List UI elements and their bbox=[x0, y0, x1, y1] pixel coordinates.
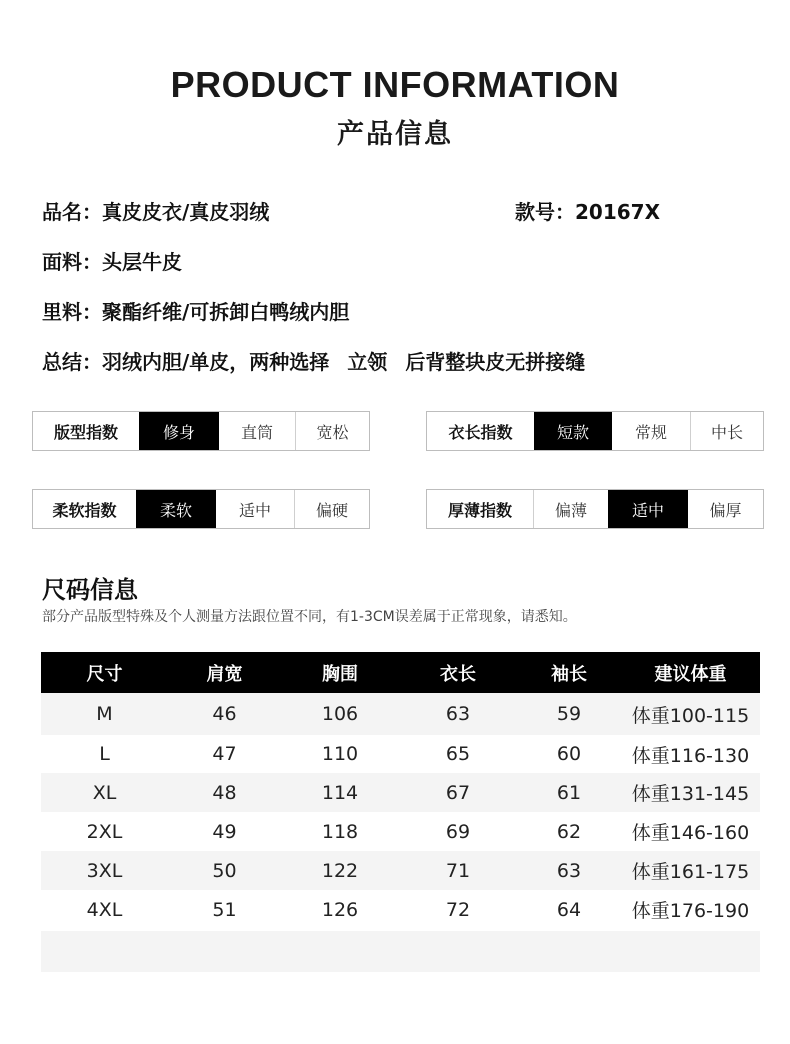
table-cell: 体重161-175 bbox=[621, 851, 760, 890]
header-shoulder: 肩宽 bbox=[168, 652, 281, 693]
table-row bbox=[41, 851, 760, 890]
table-cell: 114 bbox=[281, 773, 399, 812]
page-title-cn: 产品信息 bbox=[337, 119, 453, 150]
header-sleeve: 袖长 bbox=[517, 652, 621, 693]
table-cell: M bbox=[41, 693, 168, 735]
table-cell: 体重131-145 bbox=[621, 773, 760, 812]
summary-part-1: 总结：羽绒内胆/单皮，两种选择 bbox=[42, 350, 330, 374]
header-length: 衣长 bbox=[399, 652, 517, 693]
size-section-title: 尺码信息 bbox=[42, 576, 138, 604]
length-option: 短款 bbox=[534, 412, 612, 450]
header-chest: 胸围 bbox=[281, 652, 399, 693]
table-cell: 2XL bbox=[86, 820, 123, 843]
thickness-option: 适中 bbox=[608, 490, 688, 528]
table-cell: 3XL bbox=[41, 851, 168, 890]
table-empty-row bbox=[41, 931, 760, 972]
table-cell: 63 bbox=[517, 851, 621, 890]
thickness-index-label: 厚薄指数 bbox=[447, 500, 512, 520]
page-title-en: PRODUCT INFORMATION bbox=[170, 64, 620, 105]
thickness-option: 偏厚 bbox=[709, 500, 742, 520]
fit-option: 宽松 bbox=[295, 412, 369, 450]
header-weight: 建议体重 bbox=[621, 652, 760, 693]
fit-index-label: 版型指数 bbox=[53, 422, 118, 442]
table-cell: 体重100-115 bbox=[621, 693, 760, 735]
table-cell: 50 bbox=[168, 851, 281, 890]
table-cell: 60 bbox=[556, 743, 582, 765]
softness-index bbox=[32, 489, 370, 529]
table-cell: 118 bbox=[321, 820, 359, 843]
table-cell: 122 bbox=[281, 851, 399, 890]
softness-option: 适中 bbox=[238, 500, 271, 520]
table-cell: 体重146-160 bbox=[631, 822, 750, 844]
summary-part-3: 后背整块皮无拼接缝 bbox=[405, 350, 586, 374]
length-index-label: 衣长指数 bbox=[448, 422, 513, 442]
table-cell: 体重116-130 bbox=[631, 744, 750, 767]
length-option: 中长 bbox=[690, 412, 763, 450]
table-cell: 51 bbox=[212, 898, 237, 921]
table-row bbox=[41, 890, 760, 929]
product-name: 品名：真皮皮衣/真皮羽绒 bbox=[42, 200, 270, 224]
length-option: 常规 bbox=[634, 422, 667, 442]
size-section-note: 部分产品版型特殊及个人测量方法跟位置不同，有1-3CM误差属于正常现象，请悉知。 bbox=[42, 609, 577, 625]
table-cell: 64 bbox=[556, 898, 582, 921]
table-cell: 49 bbox=[212, 820, 237, 843]
length-index bbox=[426, 411, 764, 451]
table-cell: 4XL bbox=[86, 898, 123, 921]
softness-option: 柔软 bbox=[136, 490, 216, 528]
table-cell: 61 bbox=[517, 773, 621, 812]
table-cell: 体重176-190 bbox=[631, 900, 750, 922]
table-row bbox=[41, 693, 760, 735]
table-cell: XL bbox=[41, 773, 168, 812]
table-cell: 63 bbox=[399, 693, 517, 735]
table-cell: 106 bbox=[281, 693, 399, 735]
table-cell: 69 bbox=[445, 820, 471, 843]
table-cell: 72 bbox=[445, 898, 471, 921]
table-cell: 126 bbox=[321, 898, 359, 921]
table-cell: L bbox=[99, 743, 110, 765]
table-row bbox=[41, 773, 760, 812]
size-table bbox=[41, 652, 760, 929]
fit-option: 修身 bbox=[139, 412, 219, 450]
summary-part-2: 立领 bbox=[347, 350, 388, 374]
table-cell: 67 bbox=[399, 773, 517, 812]
table-cell: 59 bbox=[517, 693, 621, 735]
table-cell: 48 bbox=[168, 773, 281, 812]
table-row bbox=[41, 812, 760, 851]
size-table-header-row bbox=[41, 652, 760, 693]
fabric-info: 面料：头层牛皮 bbox=[42, 250, 182, 274]
header-size: 尺寸 bbox=[41, 652, 168, 693]
fit-index bbox=[32, 411, 370, 451]
table-row bbox=[41, 735, 760, 773]
summary-info bbox=[42, 346, 585, 375]
style-number: 款号：20167X bbox=[515, 200, 660, 224]
table-cell: 110 bbox=[321, 743, 359, 765]
thickness-option: 偏薄 bbox=[533, 490, 608, 528]
table-cell: 47 bbox=[212, 743, 237, 765]
table-cell: 71 bbox=[399, 851, 517, 890]
fit-option: 直筒 bbox=[240, 422, 273, 442]
table-cell: 65 bbox=[445, 743, 471, 765]
lining-info: 里料：聚酯纤维/可拆卸白鸭绒内胆 bbox=[42, 300, 350, 324]
table-cell: 46 bbox=[168, 693, 281, 735]
thickness-index bbox=[426, 489, 764, 529]
softness-index-label: 柔软指数 bbox=[52, 500, 117, 520]
softness-option: 偏硬 bbox=[294, 490, 369, 528]
table-cell: 62 bbox=[556, 820, 582, 843]
